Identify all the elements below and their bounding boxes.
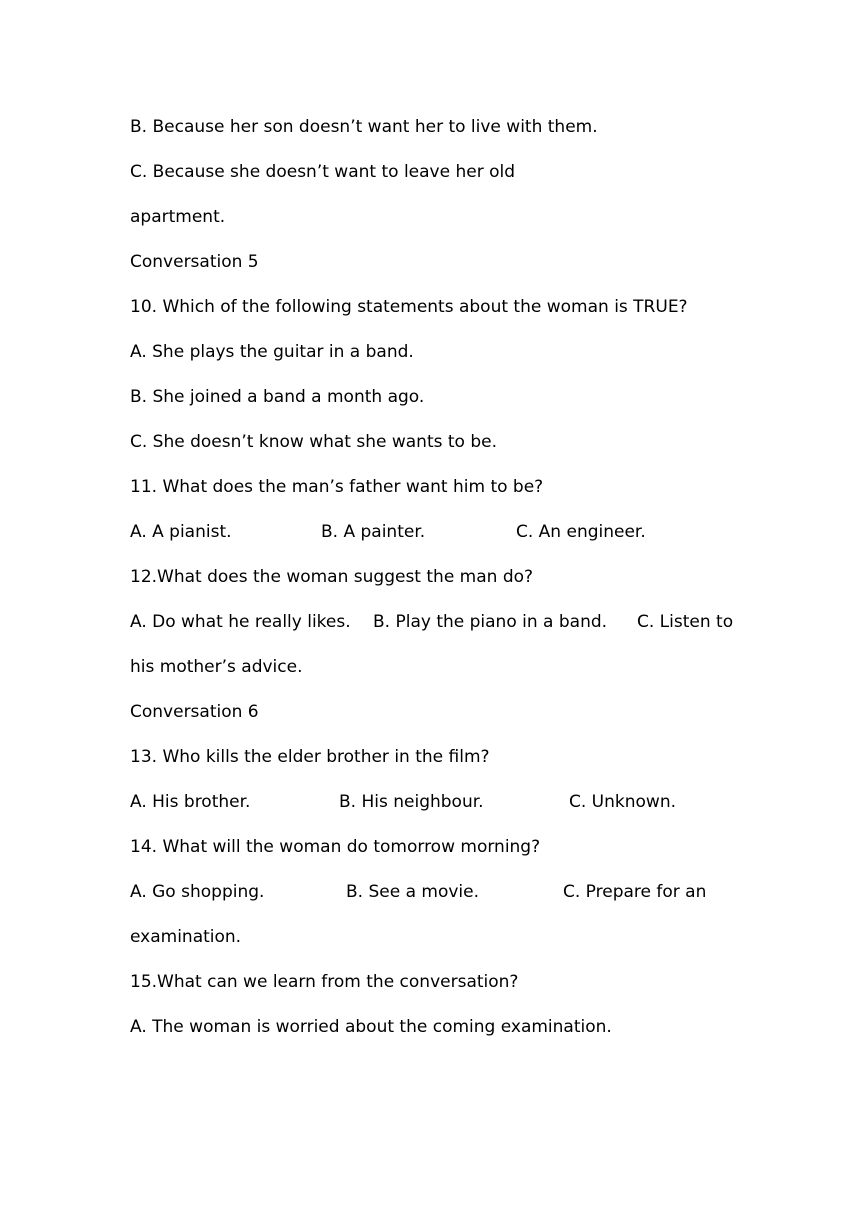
q12-option-b: B. Play the piano in a band.: [373, 612, 608, 632]
question-13: 13. Who kills the elder brother in the film?: [130, 747, 490, 767]
q13-option-c: C. Unknown.: [569, 792, 676, 812]
q11-option-c: C. An engineer.: [516, 522, 646, 542]
q14-option-a: A. Go shopping.: [130, 882, 265, 902]
question-12: 12.What does the woman suggest the man do?: [130, 567, 534, 587]
q12-option-c: C. Listen to: [637, 612, 734, 632]
q12-option-a: A. Do what he really likes.: [130, 612, 351, 632]
q11-option-a: A. A pianist.: [130, 522, 232, 542]
question-10: 10. Which of the following statements about the woman is TRUE?: [130, 297, 688, 317]
conversation-6-heading: Conversation 6: [130, 702, 259, 722]
question-14: 14. What will the woman do tomorrow morning?: [130, 837, 541, 857]
q9-option-c-continued: apartment.: [130, 207, 226, 227]
q10-option-a: A. She plays the guitar in a band.: [130, 342, 414, 362]
q10-option-b: B. She joined a band a month ago.: [130, 387, 425, 407]
q10-option-c: C. She doesn’t know what she wants to be.: [130, 432, 497, 452]
q14-option-b: B. See a movie.: [346, 882, 480, 902]
q13-option-a: A. His brother.: [130, 792, 251, 812]
q15-option-a: A. The woman is worried about the coming examination.: [130, 1017, 612, 1037]
q11-option-b: B. A painter.: [321, 522, 426, 542]
question-15: 15.What can we learn from the conversation?: [130, 972, 519, 992]
q14-option-c: C. Prepare for an: [563, 882, 707, 902]
q9-option-c: C. Because she doesn’t want to leave her old: [130, 162, 516, 182]
q13-option-b: B. His neighbour.: [339, 792, 484, 812]
q12-option-c-continued: his mother’s advice.: [130, 657, 303, 677]
question-11: 11. What does the man’s father want him to be?: [130, 477, 544, 497]
conversation-5-heading: Conversation 5: [130, 252, 259, 272]
q9-option-b: B. Because her son doesn’t want her to live with them.: [130, 117, 598, 137]
q14-option-c-continued: examination.: [130, 927, 242, 947]
